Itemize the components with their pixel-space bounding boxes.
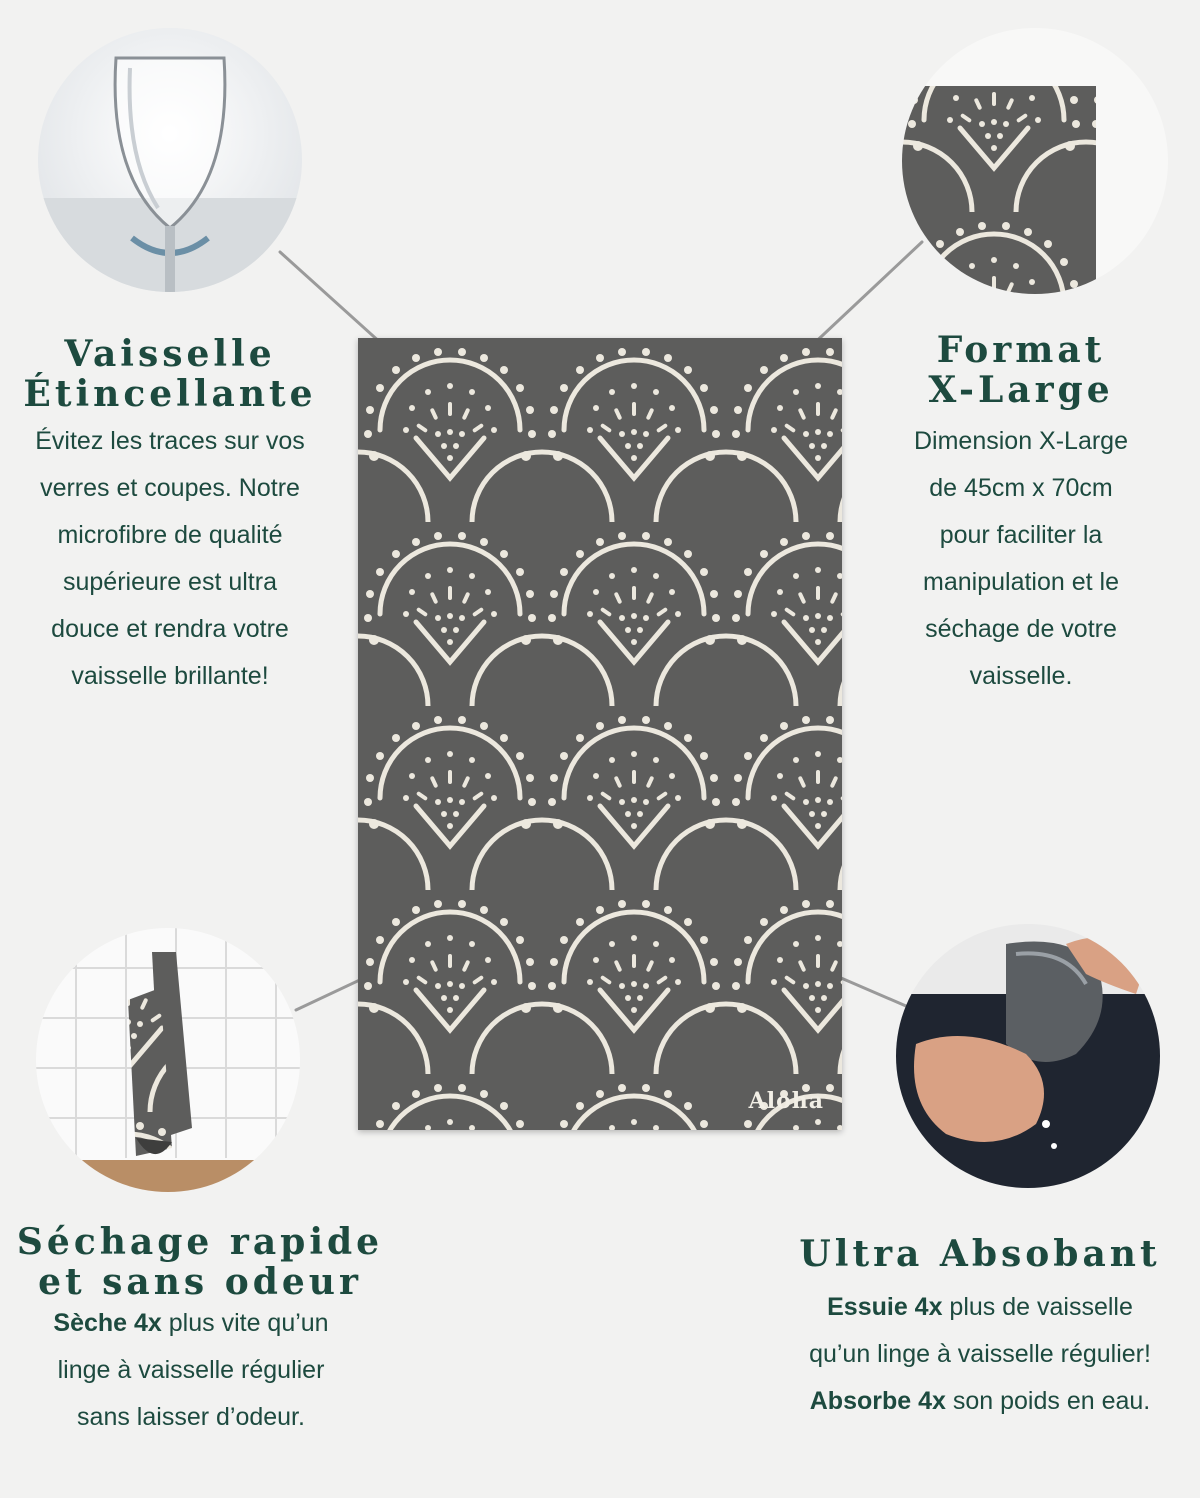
- fan-pattern: [358, 338, 842, 1130]
- feature-body-absorbent: [760, 1284, 1200, 1425]
- wringing-towel-photo: [896, 924, 1160, 1188]
- body-line: sans laisser d’odeur.: [77, 1403, 305, 1431]
- title-line: Séchage rapide: [16, 1221, 384, 1263]
- microfiber-towel: [358, 338, 842, 1130]
- feature-body-xlarge: [866, 418, 1176, 700]
- body-line: douce et rendra votre: [51, 615, 289, 643]
- body-bold: Sèche 4x: [53, 1309, 162, 1337]
- body-line: Évitez les traces sur vos: [35, 427, 305, 455]
- feature-body-quickdry: [0, 1300, 382, 1441]
- feature-body-sparkling: [0, 418, 340, 700]
- body-line: séchage de votre: [925, 615, 1117, 643]
- title-line: Étincellante: [23, 373, 317, 415]
- body-rest: plus vite qu’un: [161, 1309, 329, 1337]
- feature-title-xlarge: [866, 330, 1176, 410]
- title-line: Format: [936, 329, 1106, 371]
- body-line: vaisselle.: [969, 662, 1073, 690]
- wine-glass-photo: [38, 28, 302, 292]
- pattern-closeup-photo: [902, 28, 1168, 294]
- body-line: vaisselle brillante!: [71, 662, 269, 690]
- body-bold: Absorbe 4x: [809, 1387, 946, 1415]
- title-line: Ultra Absobant: [799, 1233, 1161, 1275]
- body-line: supérieure est ultra: [62, 568, 277, 596]
- feature-title-quickdry: [0, 1222, 400, 1302]
- title-line: Vaisselle: [64, 333, 276, 375]
- body-rest: son poids en eau.: [945, 1387, 1151, 1415]
- body-line: microfibre de qualité: [57, 521, 283, 549]
- wringing-towel-icon: [896, 924, 1160, 1188]
- body-line: qu’un linge à vaisselle régulier!: [809, 1340, 1151, 1368]
- feature-title-sparkling: [0, 334, 340, 414]
- body-line: de 45cm x 70cm: [929, 474, 1113, 502]
- body-line: manipulation et le: [923, 568, 1119, 596]
- feature-title-absorbent: [760, 1234, 1200, 1274]
- body-line: [0, 1300, 382, 1347]
- hanging-towel-icon: [36, 928, 300, 1192]
- body-line: [760, 1284, 1200, 1331]
- body-line: linge à vaisselle régulier: [57, 1356, 325, 1384]
- body-bold: Essuie 4x: [827, 1293, 943, 1321]
- hanging-towel-photo: [36, 928, 300, 1192]
- title-line: X-Large: [928, 369, 1114, 411]
- title-line: et sans odeur: [38, 1261, 362, 1303]
- wine-glass-icon: [38, 28, 302, 292]
- brand-logo: Aloha: [748, 1088, 824, 1114]
- body-rest: plus de vaisselle: [942, 1293, 1133, 1321]
- body-line: [760, 1378, 1200, 1425]
- body-line: Dimension X-Large: [914, 427, 1128, 455]
- pattern-closeup-icon: [902, 28, 1168, 294]
- body-line: pour faciliter la: [939, 521, 1103, 549]
- body-line: verres et coupes. Notre: [40, 474, 300, 502]
